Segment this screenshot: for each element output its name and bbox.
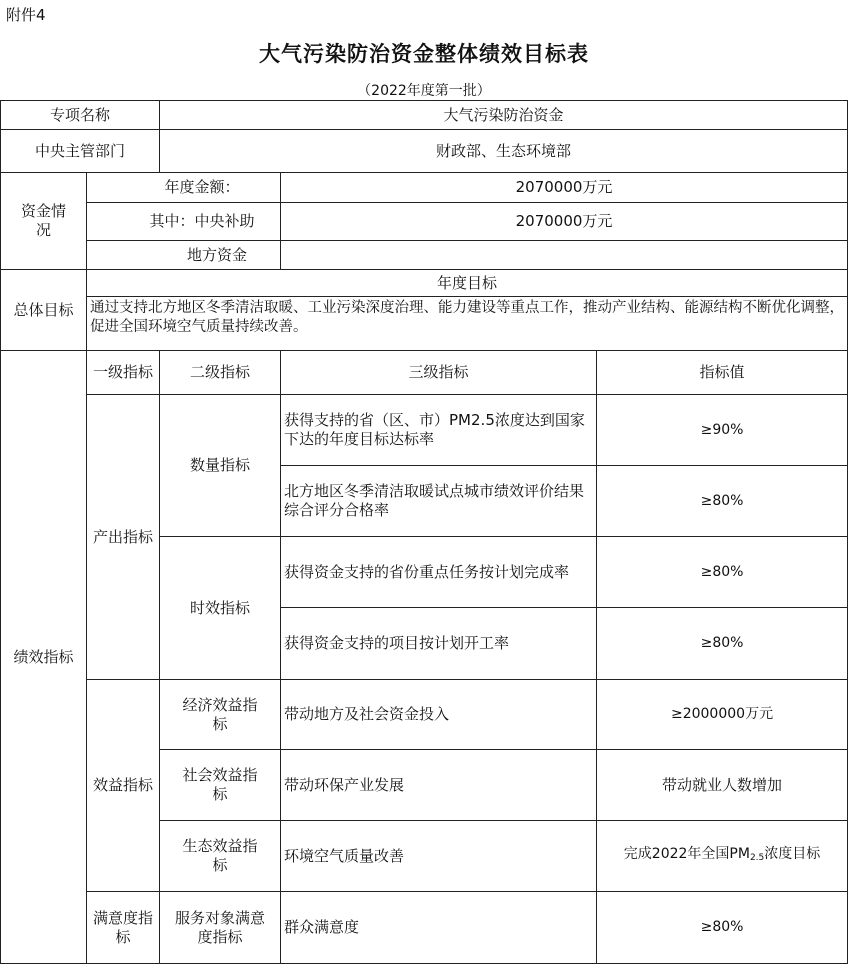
indicator-value: ≥80% (597, 466, 848, 537)
page-subtitle: （2022年度第一批） (357, 83, 491, 99)
indicator-value: ≥90% (597, 395, 848, 466)
col-value-header: 指标值 (597, 351, 848, 395)
indicator-value: ≥80% (597, 892, 848, 964)
indicator-cell: 带动地方及社会资金投入 (281, 680, 597, 750)
central-subsidy-value: 2070000万元 (281, 203, 848, 241)
overall-goal-label: 总体目标 (1, 270, 87, 351)
indicator-cell: 获得资金支持的省份重点任务按计划完成率 (281, 537, 597, 608)
annual-amount-label: 年度金额： (87, 173, 281, 203)
quantity-indicator-label: 数量指标 (160, 395, 281, 537)
benefit-indicator-label: 效益指标 (87, 680, 160, 892)
indicator-cell: 北方地区冬季清洁取暖试点城市绩效评价结果综合评分合格率 (281, 466, 597, 537)
indicator-value: ≥80% (597, 537, 848, 608)
satisfaction-indicator-label: 满意度指标 (87, 892, 160, 964)
col-level2-header: 二级指标 (160, 351, 281, 395)
indicator-cell: 带动环保产业发展 (281, 750, 597, 821)
performance-table (0, 100, 848, 964)
department-value: 财政部、生态环境部 (160, 130, 848, 173)
indicator-value: 完成2022年全国$PM_{2.5}$浓度目标 (597, 821, 848, 892)
indicator-value: 带动就业人数增加 (597, 750, 848, 821)
service-satisfaction-label: 服务对象满意度指标 (160, 892, 281, 964)
social-benefit-label: 社会效益指标 (160, 750, 281, 821)
indicator-value: ≥2000000万元 (597, 680, 848, 750)
funds-label: 资金情况 (1, 173, 87, 270)
annual-amount-value: 2070000万元 (281, 173, 848, 203)
col-level1-header: 一级指标 (87, 351, 160, 395)
performance-indicators-label: 绩效指标 (1, 351, 87, 964)
project-name-label: 专项名称 (1, 101, 160, 130)
eco-benefit-label: 生态效益指标 (160, 821, 281, 892)
page-title: 大气污染防治资金整体绩效目标表 (259, 42, 589, 66)
indicator-cell: 群众满意度 (281, 892, 597, 964)
central-subsidy-label: 其中：中央补助 (87, 203, 281, 241)
indicator-cell: 环境空气质量改善 (281, 821, 597, 892)
indicator-cell: 获得支持的省（区、市）PM2.5浓度达到国家下达的年度目标达标率 (281, 395, 597, 466)
col-level3-header: 三级指标 (281, 351, 597, 395)
indicator-cell: 获得资金支持的项目按计划开工率 (281, 608, 597, 680)
project-name-value: 大气污染防治资金 (160, 101, 848, 130)
output-indicator-label: 产出指标 (87, 395, 160, 680)
overall-goal-text: 通过支持北方地区冬季清洁取暖、工业污染深度治理、能力建设等重点工作，推动产业结构、能源结构不断优化调整，促进全国环境空气质量持续改善。 (87, 297, 848, 351)
indicator-value: ≥80% (597, 608, 848, 680)
timeliness-indicator-label: 时效指标 (160, 537, 281, 680)
attachment-label: 附件4 (6, 6, 46, 24)
local-funds-value (281, 241, 848, 270)
department-label: 中央主管部门 (1, 130, 160, 173)
economic-benefit-label: 经济效益指标 (160, 680, 281, 750)
local-funds-label: 地方资金 (87, 241, 281, 270)
annual-goal-header: 年度目标 (87, 270, 848, 297)
